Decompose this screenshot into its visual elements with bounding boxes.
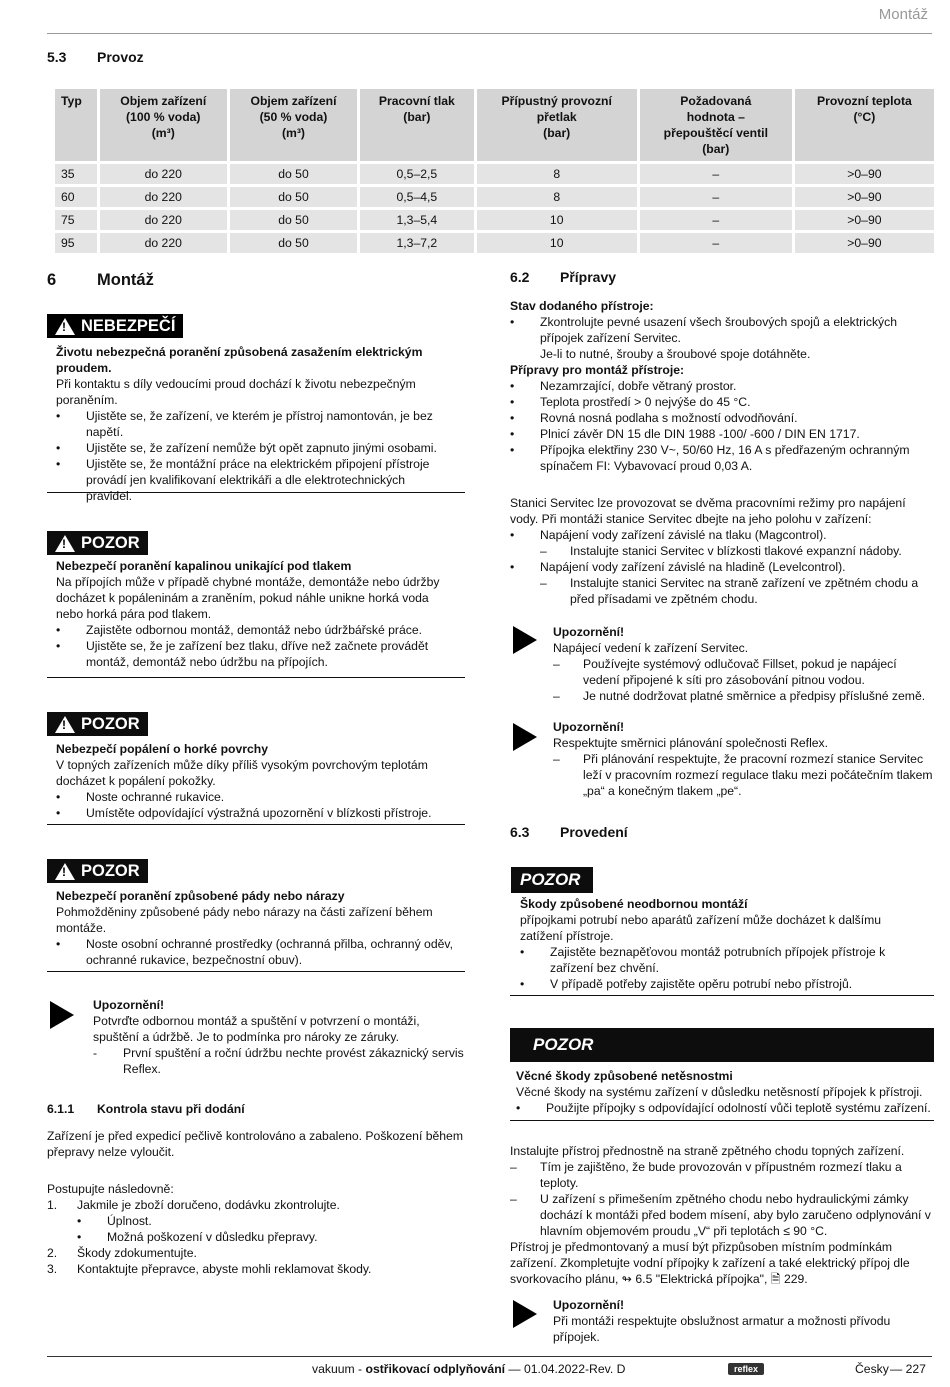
table-cell: 10 [477,233,637,253]
table-header-cell: Objem zařízení (100 % voda) (m³) [100,89,227,161]
danger-badge [47,314,183,340]
warning-triangle-icon [55,318,75,335]
table-cell: do 220 [100,164,227,184]
table-row [55,210,934,230]
install-paragraph-text: Přístroj je předmontovaný a musí být přizpůsoben místním podmínkám zařízení. Zkompletujte vodní přípojky k zařízení a také elektrický přípoj dle svorkovacího plánu, [510,1240,910,1286]
table-cell: 0,5–4,5 [360,187,474,207]
table-cell: 1,3–5,4 [360,210,474,230]
dash-marker: – [510,1160,517,1174]
badge-label: POZOR [81,533,140,552]
install-paragraph [510,1239,935,1287]
step-number: 1. [47,1198,58,1212]
table-body [55,164,934,253]
header-rule [47,33,932,34]
dash-marker: – [553,657,560,671]
badge-label: NEBEZPEČÍ [81,316,176,335]
table-cell: 8 [477,164,637,184]
delivery-paragraph: Zařízení je před expedicí pečlivě kontrolováno a zabaleno. Poškození během přepravy nelze vyloučit. [47,1129,463,1159]
caution-badge [47,712,148,738]
table-cell: do 50 [230,210,357,230]
warning-hot [56,741,451,821]
bullet-item: • Rovná nosná podlaha s možností odvodňování. [510,410,935,426]
warning-rule [47,824,465,825]
dash-marker: – [510,1192,517,1206]
warning-electric [56,344,451,504]
footer-doc-revision: — 01.04.2022-Rev. D [508,1362,626,1376]
footer-doc-bold: ostřikovací odplyňování [365,1362,506,1376]
warning-title: Věcné škody způsobené netěsnostmi [516,1069,733,1083]
note-supply-line [553,624,933,704]
reflex-logo: reflex [728,1361,764,1375]
warning-text: Pohmožděniny způsobené pády nebo nárazy na části zařízení během montáže. [56,905,433,935]
note-title: Upozornění! [93,998,165,1012]
section-heading-5-3 [47,49,144,65]
bullet-item: • Přípojka elektřiny 230 V~, 50/60 Hz, 16 A s předřazeným ochranným spínačem FI: Vybavovací proud 0,03 A. [510,442,935,474]
table-cell: >0–90 [795,233,934,253]
note-sub-text: Při plánování respektujte, že pracovní rozmezí stanice Servitec leží v pracovním rozmezí regulace tlaku mezi počátečním tlakem „pa“ a konečným tlakem „pe“. [583,752,933,798]
section-title: Přípravy [560,269,617,285]
cross-reference-link[interactable]: 6.5 "Elektrická přípojka", [635,1272,768,1286]
section-number: 6.2 [510,269,530,285]
preparations-block [510,298,935,474]
step-number: 2. [47,1246,58,1260]
bullet-text-extra: Je-li to nutné, šrouby a šroubové spoje dotáhněte. [540,347,811,361]
table-cell: – [640,233,792,253]
mode-sub-item [540,543,935,559]
section-heading-6-2 [510,269,616,285]
warning-title: Životu nebezpečná poranění způsobená zasažením elektrickým proudem. [56,345,423,375]
page-reference: 229. [783,1272,808,1286]
note-sub-text: Je nutné dodržovat platné směrnice a předpisy příslušné země. [583,689,926,703]
table-header-cell: Typ [55,89,97,161]
footer-page-number: — 227 [890,1362,926,1376]
step-sub-bullet: • Možná poškození v důsledku přepravy. [77,1229,467,1245]
mode-item: • Napájení vody zařízení závislé na hladině (Levelcontrol). [510,559,935,575]
section-number: 6.1.1 [47,1102,75,1116]
note-sub-item [553,688,933,704]
table-header-cell: Provozní teplota (°C) [795,89,934,161]
mode-sub-text: Instalujte stanici Servitec v blízkosti tlakové expanzní nádoby. [570,544,902,558]
running-header: Montáž [878,6,928,23]
note-sub-item [553,656,933,688]
warning-title: Nebezpečí popálení o horké povrchy [56,742,268,756]
table-cell: – [640,210,792,230]
warning-bullet: • Použijte přípojky s odpovídající odolností vůči teplotě systému zařízení. [516,1100,931,1116]
warning-rule [47,971,465,972]
table-cell: 95 [55,233,97,253]
footer-document [312,1362,625,1376]
badge-label: POZOR [533,1035,594,1054]
note-commissioning [93,997,465,1077]
bullet-item: • Nezamrzající, dobře větraný prostor. [510,378,935,394]
warning-title: Nebezpečí poranění kapalinou unikající pod tlakem [56,559,352,573]
delivery-steps [47,1181,467,1277]
table-cell: do 50 [230,187,357,207]
caution-banner [510,1028,934,1062]
table-cell: – [640,164,792,184]
table-cell: 8 [477,187,637,207]
installation-text [510,1143,935,1287]
warning-triangle-icon [55,535,75,552]
table-cell: >0–90 [795,210,934,230]
section-heading-6-1-1 [47,1101,245,1117]
table-cell: do 50 [230,233,357,253]
step-text: Jakmile je zboží doručeno, dodávku zkontrolujte. [77,1198,340,1212]
warning-bullet: • Noste ochranné rukavice. [56,789,451,805]
note-title: Upozornění! [553,720,625,734]
note-planning [553,719,933,799]
table-row [55,164,934,184]
note-text: Napájecí vedení k zařízení Servitec. [553,641,749,655]
caution-badge [47,531,148,557]
table-cell: do 50 [230,164,357,184]
install-dash-text: Tím je zajištěno, že bude provozován v přípustném rozmezí tlaku a teploty. [540,1160,902,1190]
step-sub-bullet: • Úplnost. [77,1213,467,1229]
caution-badge [47,859,148,885]
note-text: Potvrďte odbornou montáž a spuštění v potvrzení o montáži, spuštění a údržbě. Je to podmínka pro nároky ze záruky. [93,1014,420,1044]
chapter-title: Montáž [97,271,154,289]
section-number: 5.3 [47,49,67,65]
mode-sub-text: Instalujte stanici Servitec na straně zařízení ve zpětném chodu a před přísadami ve zpětném chodu. [570,576,919,606]
install-dash-text: U zařízení s přimešením zpětného chodu nebo hydraulickými zámky dochází k montáži před bodem mísení, aby bylo zaručeno odplynování v hlavním objemovém proudu „V“ při teplotách ≤ 90 °C. [540,1192,931,1238]
cross-reference-icon: ↬ [621,1272,633,1286]
warning-triangle-icon [55,716,75,733]
table-cell: do 220 [100,210,227,230]
note-sub-text: První spuštění a roční údržbu nechte provést zákaznický servis Reflex. [123,1046,464,1076]
section-title: Provedení [560,824,628,840]
step-text: Škody zdokumentujte. [77,1246,197,1260]
bullet-text: Zkontrolujte pevné usazení všech šroubových spojů a elektrických přípojek zařízení Servitec. [540,315,898,345]
dash-marker: - [93,1046,98,1060]
table-header-cell: Pracovní tlak (bar) [360,89,474,161]
dash-marker: – [553,689,560,703]
note-sub-text: Používejte systémový odlučovač Fillset, pokud je napájecí vedení připojené k síti pro zásobování pitnou vodou. [583,657,897,687]
operating-modes [510,495,935,607]
table-cell: – [640,187,792,207]
warning-bullet: • Ujistěte se, že zařízení nemůže být opět zapnuto jinými osobami. [56,440,451,456]
warning-bullet: • Ujistěte se, že zařízení, ve kterém je přístroj namontován, je bez napětí. [56,408,451,440]
footer-doc-prefix: vakuum - [312,1362,363,1376]
bullet-item: • Plnicí závěr DN 15 dle DIN 1988 -100/ -600 / DIN EN 1717. [510,426,935,442]
warning-text: přípojkami potrubí nebo aparátů zařízení může docházet k dalšímu zatížení přístroje. [520,913,882,943]
note-sub-item [553,751,933,799]
section-title: Provoz [97,49,144,65]
footer-language: Česky [855,1362,889,1376]
dash-marker: – [540,576,547,590]
table-cell: >0–90 [795,164,934,184]
step-text: Kontaktujte přepravce, abyste mohli reklamovat škody. [77,1262,372,1276]
table-cell: 60 [55,187,97,207]
table-header-cell: Požadovaná hodnota – přepouštěcí ventil (bar) [640,89,792,161]
table-header-cell: Objem zařízení (50 % voda) (m³) [230,89,357,161]
caution-badge: POZOR [511,867,593,893]
note-text: Respektujte směrnici plánování společnosti Reflex. [553,736,829,750]
step-item [47,1261,467,1277]
step-item [47,1197,467,1213]
warning-bullet: • Umístěte odpovídající výstražná upozornění v blízkosti přístroje. [56,805,451,821]
section-number: 6.3 [510,824,530,840]
warning-title: Nebezpečí poranění způsobené pády nebo nárazy [56,889,345,903]
chapter-heading-6 [47,271,154,290]
warning-leaks [516,1068,931,1116]
warning-text: Věcné škody na systému zařízení v důsledku netěsností přípojek k přístroji. [516,1085,923,1099]
footer-rule [47,1356,932,1357]
table-row [55,187,934,207]
subheading-delivery-state: Stav dodaného přístroje: [510,299,654,313]
note-arrow-icon [513,626,537,654]
table-cell: 1,3–7,2 [360,233,474,253]
warning-text: Na přípojích může v případě chybné montáže, demontáže nebo údržby docházet k popáleninám a zraněním, pokud náhle unikne horká voda nebo horká pára pod tlakem. [56,575,440,621]
chapter-number: 6 [47,271,57,289]
warning-text: Při kontaktu s díly vedoucími proud dochází k životu nebezpečným poraněním. [56,377,416,407]
warning-bullet: • V případě potřeby zajistěte opěru potrubí nebo přístrojů. [520,976,920,992]
bullet-item: • Teplota prostředí > 0 nejvýše do 45 °C. [510,394,935,410]
note-title: Upozornění! [553,1298,625,1312]
note-arrow-icon [50,1001,74,1029]
warning-rule [510,1120,934,1121]
warning-improper-mounting [520,896,920,992]
note-title: Upozornění! [553,625,625,639]
table-cell: do 220 [100,187,227,207]
warning-rule [510,995,934,996]
section-heading-6-3 [510,824,628,840]
table-cell: 0,5–2,5 [360,164,474,184]
table-header-cell: Přípustný provozní přetlak (bar) [477,89,637,161]
table-header-row [55,89,934,161]
modes-intro: Stanici Servitec lze provozovat se dvěma pracovními režimy pro napájení vody. Při montáži stanice Servitec dbejte na jeho polohu v zařízení: [510,496,906,526]
warning-rule [47,492,465,493]
table-cell: 10 [477,210,637,230]
subheading-mounting-prep: Přípravy pro montáž přístroje: [510,363,685,377]
warning-bullet: • Noste osobní ochranné prostředky (ochranná přilba, ochranný oděv, ochranné rukavice, bezpečnostní obuv). [56,936,456,968]
step-item [47,1245,467,1261]
warning-rule [47,677,465,678]
note-accessibility [553,1297,933,1345]
warning-bullet: • Zajistěte beznapěťovou montáž potrubních přípojek přístroje k zařízení bez chvění. [520,944,920,976]
table-cell: 75 [55,210,97,230]
steps-intro: Postupujte následovně: [47,1182,174,1196]
warning-bullet: • Ujistěte se, že montážní práce na elektrickém připojení přístroje provádí jen kvalifikovaní elektrikáři a dle elektrotechnických pravidel. [56,456,451,504]
warning-title: Škody způsobené neodbornou montáží [520,897,748,911]
mode-sub-item [540,575,935,607]
warning-falls [56,888,456,968]
section-title: Kontrola stavu při dodání [97,1102,245,1116]
note-text: Při montáži respektujte obslužnost armatur a možnosti přívodu přípojek. [553,1314,891,1344]
mode-item: • Napájení vody zařízení závislé na tlaku (Magcontrol). [510,527,935,543]
operation-table [52,86,937,256]
badge-label: POZOR [81,861,140,880]
warning-triangle-icon [55,863,75,880]
badge-label: POZOR [81,714,140,733]
step-number: 3. [47,1262,58,1276]
bullet-item [510,314,935,362]
install-dash-item [510,1191,935,1239]
warning-text: V topných zařízeních může díky příliš vysokým povrchovým teplotám docházet k popálení pokožky. [56,758,428,788]
table-row [55,233,934,253]
warning-bullet: • Zajistěte odbornou montáž, demontáž nebo údržbářské práce. [56,622,451,638]
warning-pressure [56,558,451,670]
note-arrow-icon [513,723,537,751]
page-reference-icon: 🗎 [770,1272,781,1286]
dash-marker: – [553,752,560,766]
table-cell: 35 [55,164,97,184]
install-dash-item [510,1159,935,1191]
warning-bullet: • Ujistěte se, že je zařízení bez tlaku, dříve než začnete provádět montáž, demontáž nebo údržbu na přípojích. [56,638,451,670]
install-intro: Instalujte přístroj přednostně na straně zpětného chodu topných zařízení. [510,1144,905,1158]
note-sub-item [93,1045,465,1077]
note-arrow-icon [513,1300,537,1328]
table-cell: do 220 [100,233,227,253]
dash-marker: – [540,544,547,558]
table-cell: >0–90 [795,187,934,207]
